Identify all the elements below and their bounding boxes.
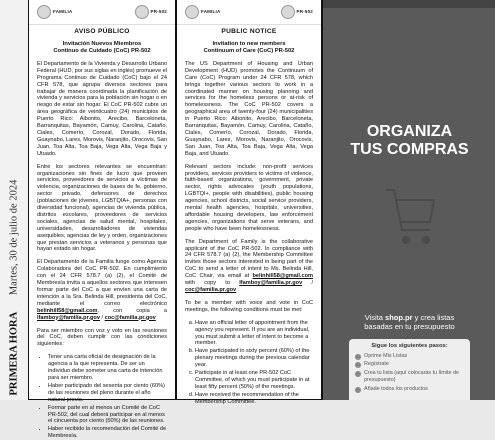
familia-logo: FAMILIA [185, 5, 220, 19]
email-link[interactable]: belinhill58@gmail.com [252, 273, 313, 280]
coc-seal-icon [135, 5, 149, 19]
email-link[interactable]: belinhill58@gmail.com [37, 307, 98, 314]
shopping-cart-icon [380, 150, 440, 270]
paragraph-2: Relevant sectors include: non-profit services providers, services providers to victims of violence, faith-based organizations, government, private sector, rights advocates (youth populations, LGBTQI+, people with disabilities), public housing agencies, school districts, social service providers, mental health agencies, hospitals, universities, affordable housing developers, law enforcement agencies, organizations that serve veterans, and people who have been homelessness. [185, 163, 313, 232]
ad-visit-text: Visita shop.pr y crea listas basadas en tu presupuesto [364, 313, 455, 331]
steps-title: Sigue los siguientes pasos: [371, 343, 448, 349]
list-item: b. Have participated in sixty percent (60%) of the plenary meetings during the previous calendar year. [195, 348, 313, 369]
notice-heading: Invitation to new members Continuum of Care (CoC) PR-502 [203, 40, 295, 54]
step-number-icon [355, 354, 361, 360]
notice-spanish [28, 0, 176, 440]
step-number-icon [355, 362, 361, 368]
coc-logo: PR-502 [135, 5, 167, 19]
paragraph-1: The US Department of Housing and Urban Development (HUD) promotes the Continuum of Care (CoC) Program under 24 CFR 578, which brings together various sectors to work in a coordinated manner on housing planning and services for the homeless persons or at-risk of homelessness. The CoC PR-502 covers a geographical area of twenty-four (24) municipalities in Puerto Rico: Aibonito, Arecibo, Barceloneta, Barranquitas, Bayamón, Camuy, Carolina, Cataño, Ciales, Comerío, Corozal, Dorado, Florida, Guaynabo, Lares, Morovis, Naranjito, Orocovis, San Juan, Toa Alta, Toa Baja, Vega Alta, Vega Baja, and Utuado. [185, 60, 313, 157]
steps-list [355, 353, 464, 394]
conditions-list [185, 320, 313, 406]
publication-date: Martes, 30 de julio de 2024 [8, 179, 20, 296]
list-item: • Formar parte en al menos un Comité de CoC PR-502, del cual deberá participar en al menos el cincuenta por ciento (50%) de las reuniones. [48, 405, 167, 426]
list-item: c. Participate in at least one PR-502 CoC Committee, of which you must participate in at least fifty percent (50%) of the meetings. [195, 370, 313, 391]
ad-site-link[interactable]: shop.pr [385, 313, 413, 322]
section-name: PRIMERA HORA [8, 311, 20, 396]
paragraph-1: El Departamento de la Vivienda y Desarrollo Urbano Federal (HUD, por sus siglas en inglés) promueve el Programa Continuo de Cuidado (CoC) bajo el 24 CFR 578, que agrupa diversos sectores para trabajar de manera coordinada la planificación de vivienda y servicios para la población sin hogar o en riesgo de estar sin hogar. El CoC PR-502 cubre un área geográfica de veinticuatro (24) municipios de Puerto Rico: Aibonito, Arecibo, Barceloneta, Barranquitas, Bayamón, Camuy, Carolina, Cataño, Ciales, Comerío, Corozal, Dorado, Florida, Guaynabo, Lares, Morovis, Naranjito, Orocovis, San Juan, Toa Alta, Toa Baja, Vega Alta, Vega Baja y Utuado. [37, 60, 167, 157]
logo-bar [29, 0, 175, 25]
list-item: d. Have received the recommendation of the Membership Committee. [195, 392, 313, 406]
steps-panel [349, 339, 470, 400]
list-item: a. Have an official letter of appointment from the agency you represent. If you are an individual, you must submit a letter of intent to become a member. [195, 320, 313, 348]
coc-seal-icon [281, 5, 295, 19]
list-item: • Haber recibido la recomendación del Comité de Membresía. [48, 426, 167, 440]
spine-text [9, 0, 20, 396]
familia-logo: FAMILIA [37, 5, 72, 19]
step-number-icon [355, 387, 361, 393]
notice-heading: Invitación Nuevos Miembros Continuo de Cuidado (CoC) PR-502 [53, 40, 151, 54]
list-item: Añade todos los productos [355, 386, 464, 394]
paragraph-4: To be a member with voice and vote in CoC meetings, the following conditions must be met: [185, 299, 313, 313]
list-item: Crea tu lista (aquí colocarás tu límite de presupuesto) [355, 370, 464, 385]
newspaper-spine [0, 0, 29, 400]
paragraph-4: Para ser miembro con voz y voto en las reuniones del CoC, deben cumplir con las condiciones siguientes: [37, 327, 167, 348]
notice-english [176, 0, 322, 405]
logo-bar [177, 0, 321, 25]
notice-title: PUBLIC NOTICE [221, 28, 277, 35]
conditions-list [37, 354, 167, 440]
paragraph-3: The Department of Family is the collaborative applicant of the CoC PR-502. In compliance with 24 CFR 578.7 (a) (2), the Membership Committee invites those sectors interested in being part of the CoC to send a letter of intent to Ms. Belinda Hill, CoC Chair, via email at belinhill58@gmail.com with copy to lfamboy@familia.pr.gov / coc@familia.pr.gov [185, 238, 314, 293]
paragraph-2: Entre los sectores relevantes se encuentran: organizaciones sin fines de lucro que proveen servicios, proveedores de servicios a víctimas de violencia, organizaciones de bases de fe, gobierno, sector privado, defensores de derechos (poblaciones de jóvenes, LGBTQIA+, personas con diversidad funcional), agencias de vivienda pública, distritos escolares, proveedores de servicios sociales, agencias de salud mental, hospitales, universidades, desarrolladores de viviendas asequibles, agencias de ley y orden, organizaciones que prestan servicios a veteranos y personas que hayan estado sin hogar. [37, 163, 167, 253]
ad-top-stripe [323, 0, 495, 8]
email-link[interactable]: coc@familia.pr.gov [185, 287, 237, 293]
familia-seal-icon [37, 5, 51, 19]
coc-logo: PR-502 [281, 5, 313, 19]
email-link[interactable]: coc@familia.pr.gov [104, 314, 156, 321]
paragraph-3: El Departamento de la Familia funge como Agencia Colaboradora del CoC PR-502. En cumplimiento con el 24 CFR 578.7 (a) (2), el Comité de Membresía invita a aquellos sectores que interesen formar parte del CoC a que envíen una carta de intención a la Sra. Belinda Hill, presidenta del CoC, mediante el correo electrónico belinhill58@gmail.com, con copia a lfamboy@familia.pr.gov / coc@familia.pr.gov [37, 259, 167, 321]
list-item: Regístrate [355, 361, 464, 369]
shop-advertisement [322, 0, 495, 400]
email-link[interactable]: lfamboy@familia.pr.gov [239, 280, 303, 287]
list-item: • Tener una carta oficial de designación de la agencia a la que representa. De ser un individuo debe someter una carta de intención para ser miembro. [48, 354, 167, 382]
ad-title: ORGANIZA TUS COMPRAS [350, 123, 469, 158]
email-link[interactable]: lfamboy@familia.pr.gov [37, 314, 100, 321]
list-item: • Haber participado del sesenta por ciento (60%) de las reuniones del pleno durante el año natural previo. [48, 383, 167, 404]
familia-seal-icon [185, 5, 199, 19]
step-number-icon [355, 371, 361, 377]
list-item: Oprime Mis Listas [355, 353, 464, 361]
notice-title: AVISO PÚBLICO [74, 28, 130, 35]
